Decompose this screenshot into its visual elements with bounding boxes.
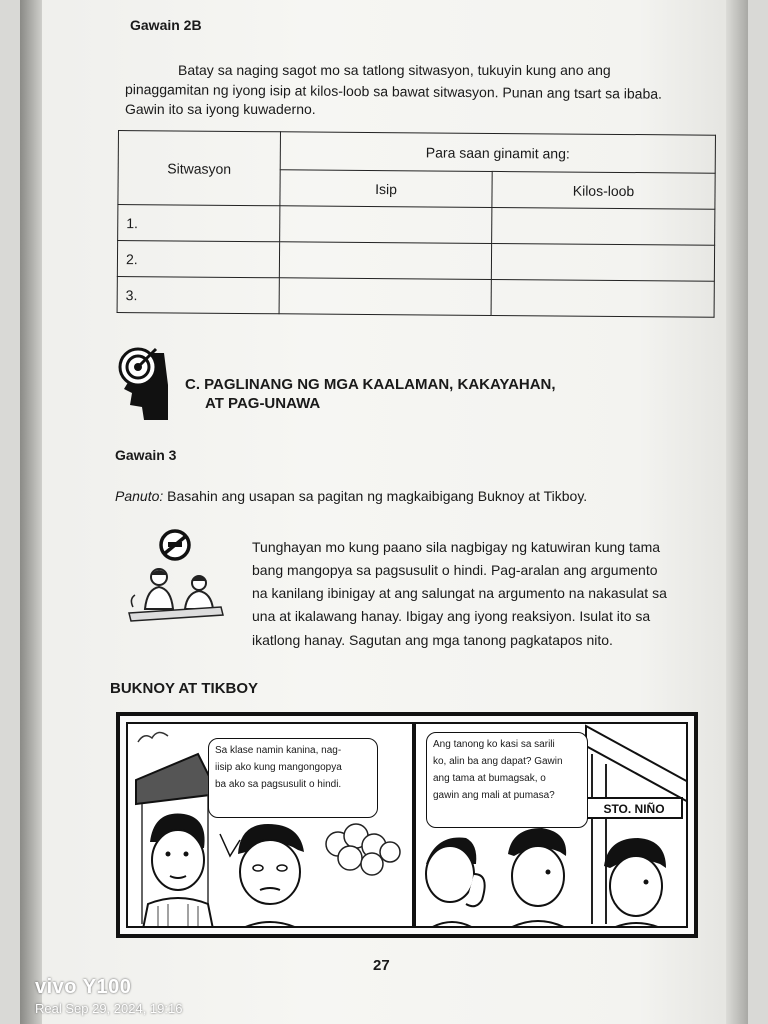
- answer-chart: [117, 130, 716, 318]
- comic-title: BUKNOY AT TIKBOY: [110, 680, 259, 697]
- head-target-icon: [112, 345, 174, 423]
- table-row: [117, 241, 714, 282]
- instruction-line-2: pinaggamitan ng iyong isip at kilos-loob sa bawat sitwasyon. Punan ang tsart sa ibaba.: [124, 81, 663, 102]
- row-number: 1.: [118, 205, 280, 242]
- comic-strip: [116, 712, 698, 938]
- header-isip: Isip: [280, 170, 492, 208]
- header-sitwasyon: Sitwasyon: [118, 131, 281, 206]
- panuto: [115, 487, 587, 506]
- isip-cell: [279, 278, 491, 316]
- table-row: [117, 276, 714, 317]
- gawain3-line-3: na kanilang ibinigay at ang salungat na argumento na nakasulat sa: [252, 585, 667, 601]
- speech-bubble-2: [426, 732, 588, 828]
- row-number: 2.: [117, 241, 279, 278]
- header-kilos-loob: Kilos-loob: [492, 171, 715, 209]
- bubble-1-line-2: iisip ako kung mangongopya: [215, 762, 342, 773]
- gawain3-line-1: Tunghayan mo kung paano sila nagbigay ng katuwiran kung tama: [252, 539, 661, 555]
- isip-cell: [279, 242, 491, 280]
- bubble-1-line-1: Sa klase namin kanina, nag-: [215, 745, 342, 756]
- camera-watermark: [35, 976, 182, 1016]
- gawain3-line-4: una at ikalawang hanay. Ibigay ang iyong reaksiyon. Isulat ito sa: [252, 608, 651, 624]
- section-c-title-line2: AT PAG-UNAWA: [205, 395, 321, 412]
- panuto-label: Panuto:: [115, 488, 164, 504]
- bubble-2-line-3: ang tama at bumagsak, o: [433, 773, 546, 784]
- no-cheating-icon: [155, 528, 195, 562]
- page-shadow-left: [20, 0, 42, 1024]
- page-number: 27: [373, 957, 390, 974]
- row-number: 3.: [117, 276, 279, 313]
- kilos-loob-cell: [492, 207, 715, 245]
- instruction-line-1: Batay sa naging sagot mo sa tatlong sitwasyon, tukuyin kung ano ang: [178, 62, 611, 78]
- gawain3-title: Gawain 3: [115, 447, 177, 463]
- bubble-2-line-1: Ang tanong ko kasi sa sarili: [433, 739, 555, 750]
- instruction-line-3: Gawin ito sa iyong kuwaderno.: [125, 101, 316, 117]
- students-studying-illustration: [125, 563, 225, 625]
- gawain3-line-2: bang mangopya sa pagsusulit o hindi. Pag-aralan ang argumento: [252, 562, 658, 578]
- panuto-text: Basahin ang usapan sa pagitan ng magkaibigang Buknoy at Tikboy.: [163, 488, 588, 504]
- gawain3-line-5: ikatlong hanay. Sagutan ang mga tanong pagkatapos nito.: [252, 632, 613, 648]
- table-row: [118, 205, 715, 246]
- bubble-2-line-2: ko, alin ba ang dapat? Gawin: [433, 756, 563, 767]
- comic-panel-2: [414, 722, 688, 928]
- watermark-brand: vivo Y100: [35, 976, 132, 998]
- header-para-saan: Para saan ginamit ang:: [280, 132, 715, 173]
- kilos-loob-cell: [491, 243, 714, 281]
- speech-bubble-1: [208, 738, 378, 818]
- isip-cell: [280, 206, 492, 244]
- activity-title: Gawain 2B: [130, 17, 202, 33]
- bubble-1-line-3: ba ako sa pagsusulit o hindi.: [215, 779, 342, 790]
- kilos-loob-cell: [491, 279, 714, 317]
- comic-panel-1: [126, 722, 414, 928]
- page-shadow-right: [726, 0, 748, 1024]
- watermark-stamp: Real Sep 29, 2024, 19:16: [35, 1001, 183, 1016]
- section-c-title-line1: C. PAGLINANG NG MGA KAALAMAN, KAKAYAHAN,: [185, 376, 556, 393]
- bubble-2-line-4: gawin ang mali at pumasa?: [433, 790, 555, 801]
- store-sign-text: STO. NIÑO: [603, 802, 665, 816]
